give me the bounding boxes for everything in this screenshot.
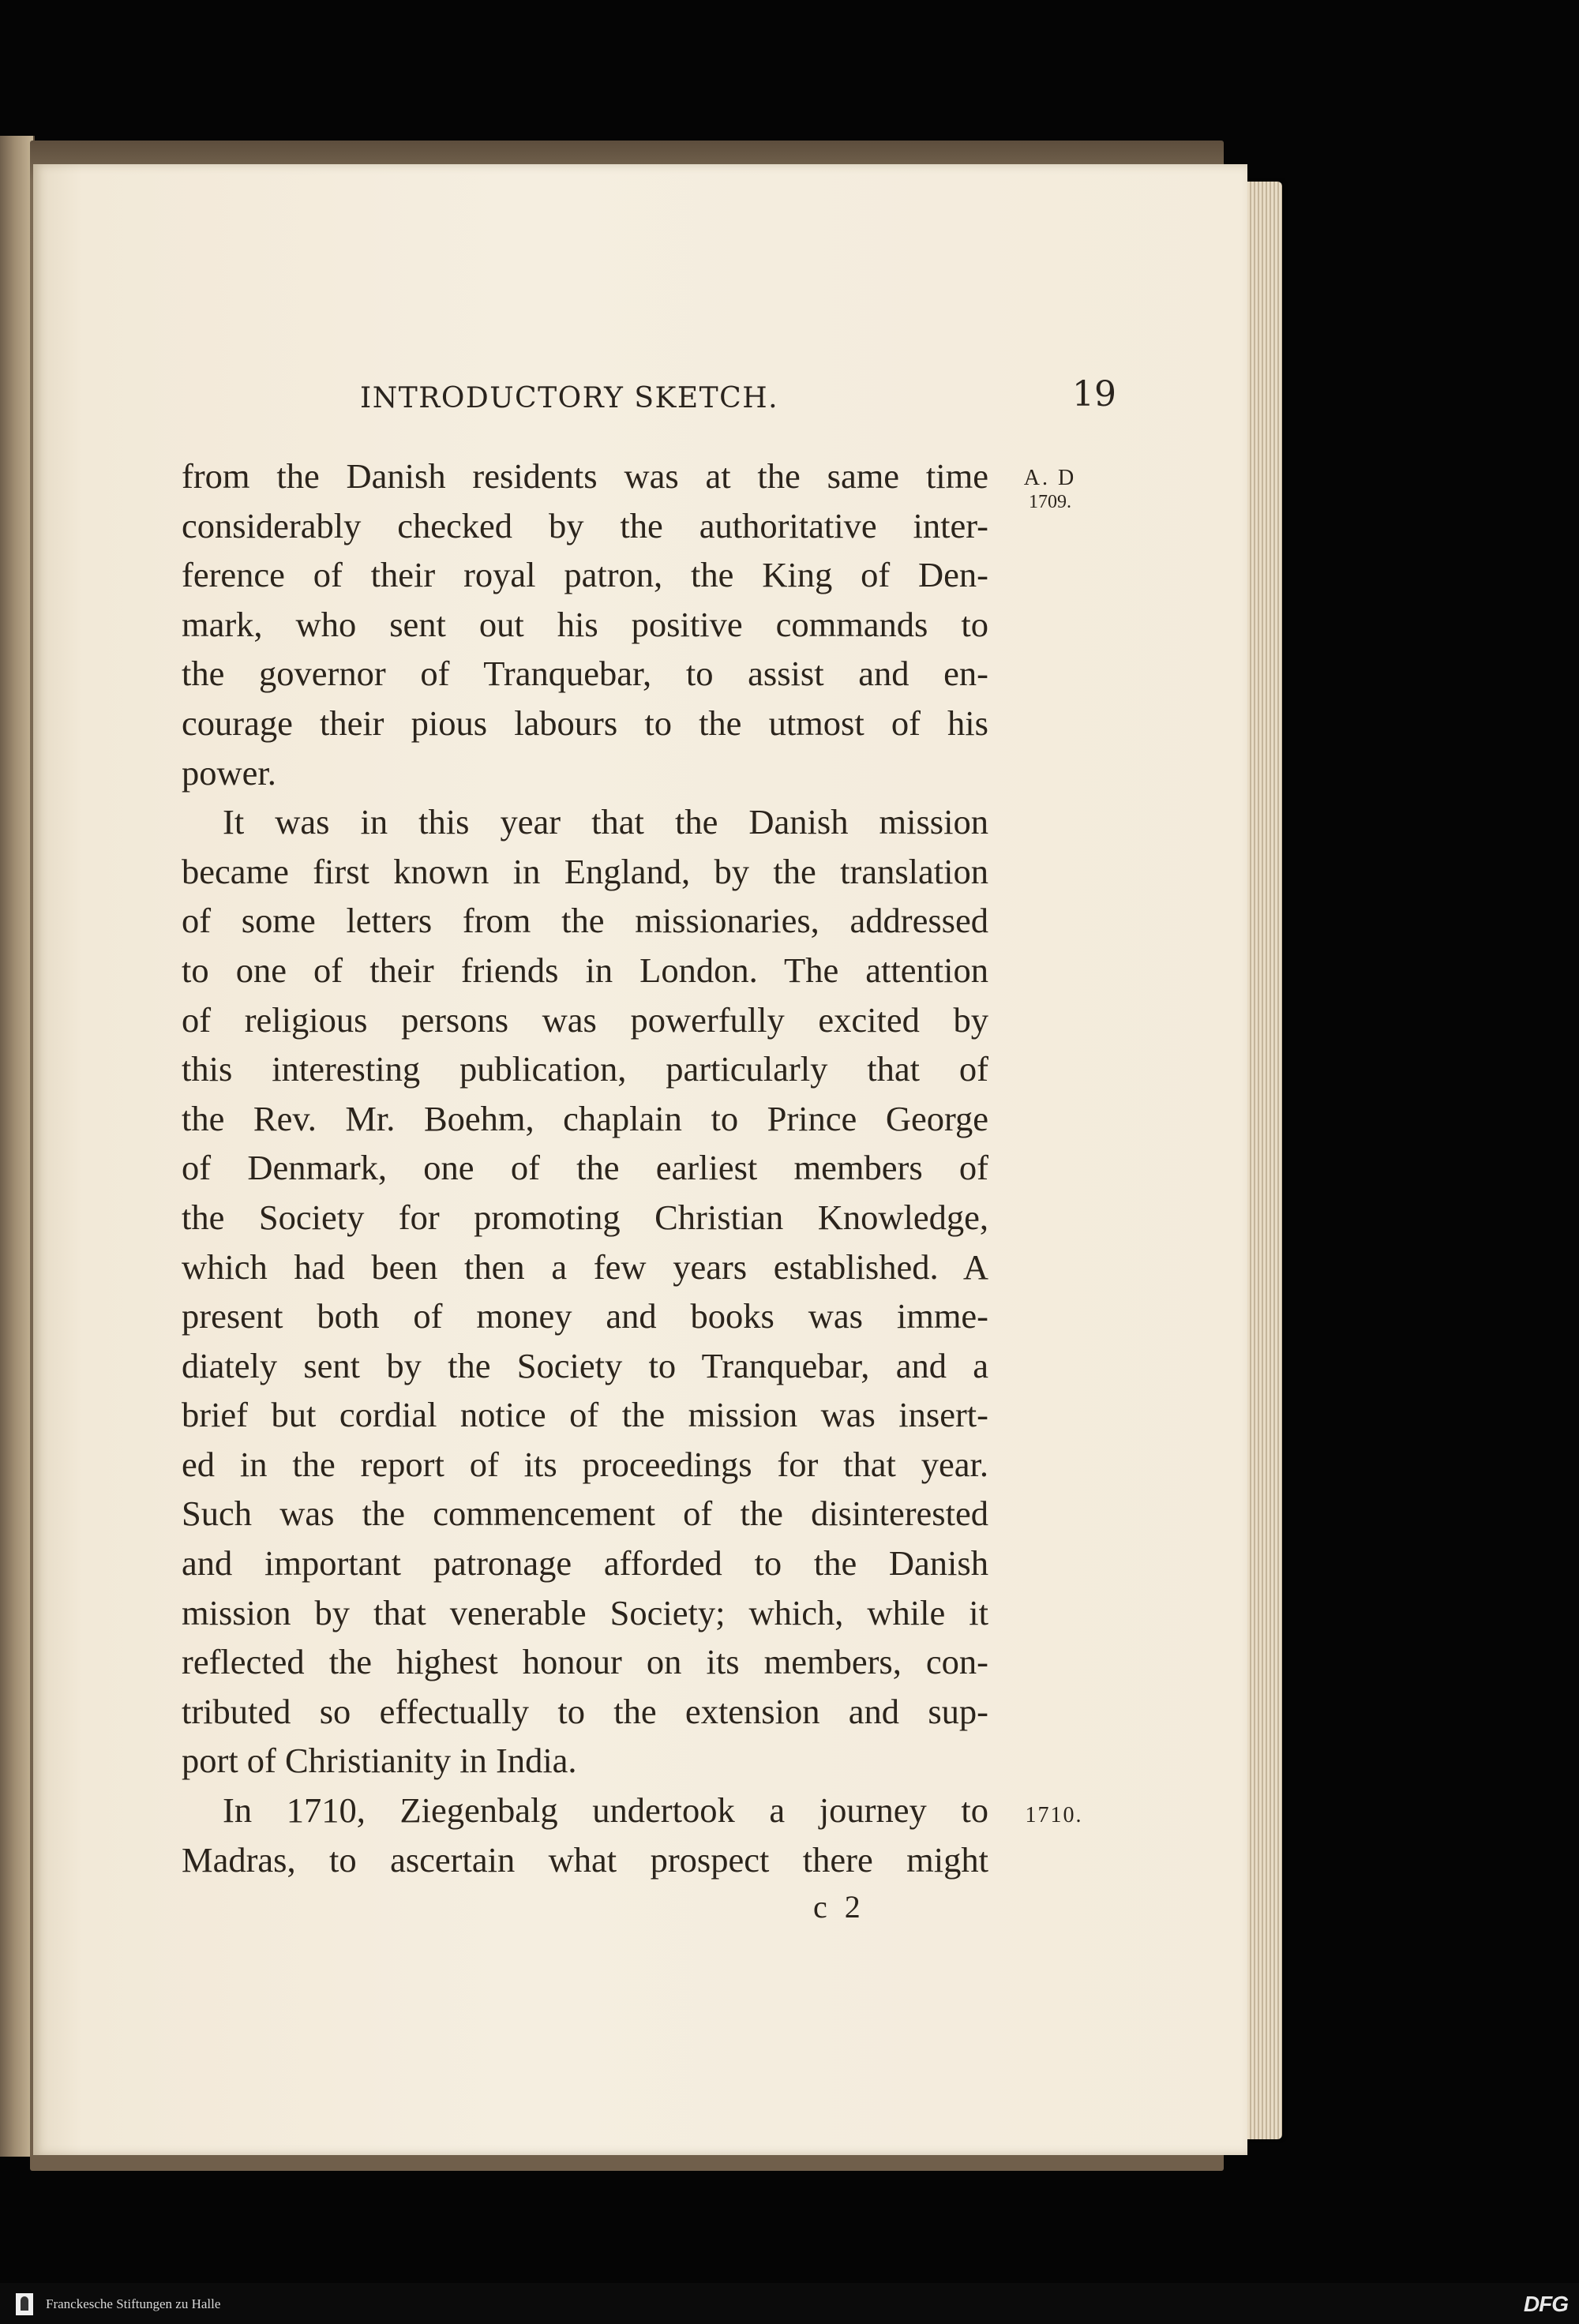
text-line: became first known in England, by the translation [182, 851, 988, 891]
text-line: reflected the highest honour on its members, con- [182, 1642, 988, 1682]
text-line: to one of their friends in London. The attention [182, 950, 988, 990]
text-line: present both of money and books was imme- [182, 1296, 988, 1336]
text-line: port of Christianity in India. [182, 1741, 577, 1781]
margin-note-year-1710: 1710. [1025, 1803, 1083, 1827]
running-head: INTRODUCTORY SKETCH. [360, 382, 779, 414]
text-line: diately sent by the Society to Tranquebar, and a [182, 1345, 988, 1385]
text-line: mark, who sent out his positive commands to [182, 604, 988, 644]
text-line: from the Danish residents was at the same time [182, 456, 988, 496]
margin-note-ad-label: A. D [1023, 466, 1077, 490]
text-line: which had been then a few years established. A [182, 1246, 988, 1287]
text-line: the Rev. Mr. Boehm, chaplain to Prince George [182, 1098, 988, 1138]
text-line: the Society for promoting Christian Knowledge, [182, 1197, 988, 1237]
body-text [182, 452, 988, 1884]
text-line: considerably checked by the authoritative inter- [182, 505, 988, 545]
text-line: It was in this year that the Danish mission [223, 802, 988, 842]
text-line: Such was the commencement of the disinterested [182, 1494, 988, 1534]
text-line: of religious persons was powerfully excited by [182, 999, 988, 1040]
text-line: ed in the report of its proceedings for that year. [182, 1444, 988, 1484]
signature-mark: c 2 [813, 1889, 865, 1925]
text-line: the governor of Tranquebar, to assist and en- [182, 654, 988, 694]
text-line: ference of their royal patron, the King of Den- [182, 555, 988, 595]
margin-note-ad-year: 1709. [1029, 492, 1071, 512]
text-line: and important patronage afforded to the Danish [182, 1543, 988, 1584]
page-number: 19 [1072, 374, 1116, 414]
text-line: courage their pious labours to the utmost of his [182, 703, 988, 743]
text-line: power. [182, 752, 276, 793]
margin-note-year-1709 [1018, 467, 1082, 512]
archive-footer-bar [0, 2283, 1579, 2324]
text-line: brief but cordial notice of the mission was insert- [182, 1395, 988, 1435]
text-line: In 1710, Ziegenbalg undertook a journey to [223, 1790, 988, 1831]
text-line: tributed so effectually to the extension and sup- [182, 1691, 988, 1731]
footer-source-label: Franckesche Stiftungen zu Halle [46, 2296, 221, 2311]
text-line: of Denmark, one of the earliest members of [182, 1148, 988, 1188]
text-line: this interesting publication, particularly that of [182, 1049, 988, 1089]
text-line: Madras, to ascertain what prospect there might [182, 1839, 988, 1880]
text-line: mission by that venerable Society; which, while it [182, 1592, 988, 1632]
dfg-logo: DFG [1523, 2292, 1568, 2316]
text-line: of some letters from the missionaries, addressed [182, 901, 988, 941]
franckesche-stiftungen-logo-icon [16, 2293, 33, 2315]
